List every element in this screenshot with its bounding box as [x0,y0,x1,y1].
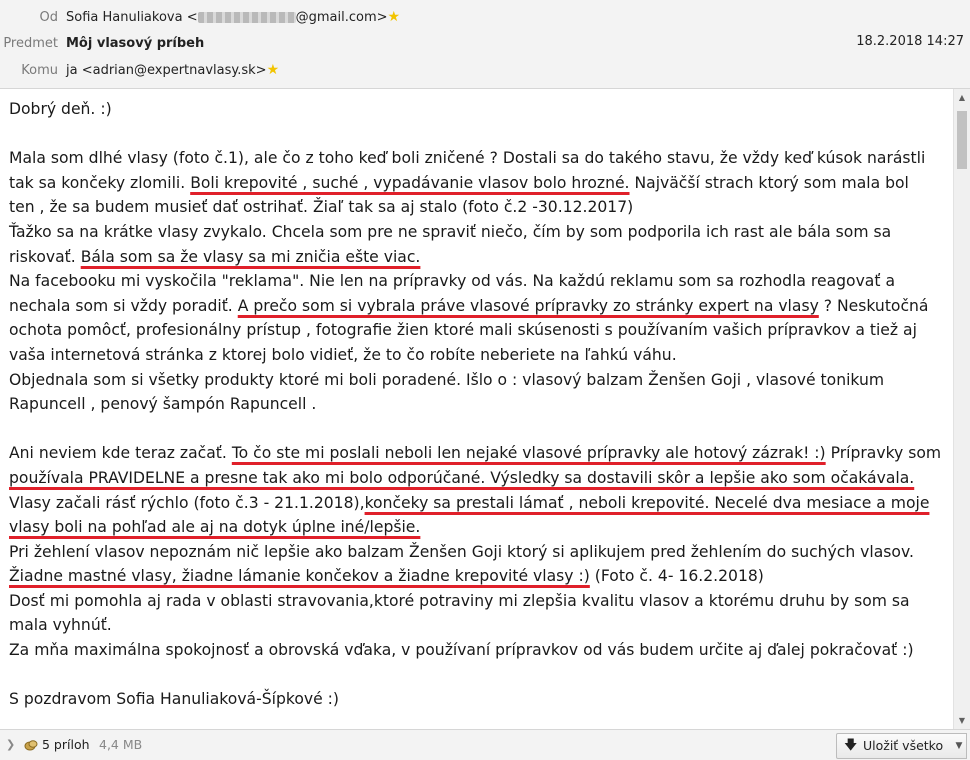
text-segment: nechala som si vždy poradiť. [9,296,238,315]
text-segment: Ani neviem kde teraz začať. [9,444,232,463]
text-line [9,294,949,319]
text-line: ochota pomôcť, profesionálny prístup , fotografie žien ktoré mali skúsenosti s používaním vašich prípravkov a tiež aj [9,321,917,340]
to-label: Komu [21,63,58,78]
text-line: mala vyhnúť. [9,616,112,635]
star-icon[interactable]: ★ [387,9,401,25]
blank-line [9,122,949,147]
from-row [0,6,400,28]
text-line [9,515,949,540]
text-line: Objednala som si všetky produkty ktoré mi boli poradené. Išlo o : vlasový balzam Ženšen Goji , vlasové tonikum [9,370,885,389]
message-body [0,89,954,729]
text-line: Rapuncell , penový šampón Rapuncell . [9,395,317,414]
attachments-size: 4,4 MB [99,737,143,752]
attachments-count[interactable]: 5 príloh [42,737,90,752]
text-line: ten , že sa budem musieť dať ostrihať. Žiaľ tak sa aj stalo (foto č.2 -30.12.2017) [9,198,634,217]
save-all-label: Uložiť všetko [863,738,944,753]
text-line [9,564,949,589]
subject-text: Môj vlasový príbeh [66,36,205,51]
vertical-scrollbar[interactable] [953,89,970,729]
text-line [9,466,949,491]
from-email-domain[interactable]: @gmail.com> [295,10,388,25]
chevron-right-icon[interactable]: ❯ [6,738,16,751]
underlined-text: A prečo som si vybrala práve vlasové prípravky zo stránky expert na vlasy [237,296,819,315]
from-label: Od [39,10,58,25]
message-date: 18.2.2018 14:27 [856,34,964,49]
text-segment: (Foto č. 4- 16.2.2018) [589,567,764,586]
text-line: vaša internetová stránka z ktorej bolo vidieť, že to čo robíte neberiete na ľahkú váhu. [9,345,677,364]
text-segment: Vlasy začali rásť rýchlo (foto č.3 - 21.1.2018), [9,493,365,512]
message-text [9,97,949,712]
to-value[interactable]: ja <adrian@expertnavlasy.sk> [66,63,267,78]
text-segment: ? Neskutočná [818,296,929,315]
star-icon[interactable]: ★ [266,62,280,78]
attachments-bar [0,729,970,760]
from-email-open: < [186,10,198,25]
download-icon: 🡇 [844,738,858,753]
text-line: Dobrý deň. :) [9,100,112,118]
scroll-up-icon[interactable]: ▲ [958,93,966,102]
text-segment: Najväčší strach ktorý som mala bol [629,173,909,192]
underlined-text: používala PRAVIDELNE a presne tak ako mi bolo odporúčané. Výsledky sa dostavili skôr a lepšie ako som očakávala. [9,468,915,487]
text-line: S pozdravom Sofia Hanuliaková-Šípkové :) [9,690,339,709]
text-line [9,171,949,196]
redacted-email [198,12,296,23]
paperclip-icon [24,739,38,751]
text-line: Pri žehlení vlasov nepoznám nič lepšie ako balzam Ženšen Goji ktorý si aplikujem pred žehlením do suchých vlasov. [9,542,914,561]
underlined-text: Žiadne mastné vlasy, žiadne lámanie končekov a žiadne krepovité vlasy :) [9,567,590,586]
to-row [0,59,279,81]
blank-line [9,663,949,688]
text-line [9,245,949,270]
underlined-text: Bála som sa že vlasy sa mi zničia ešte viac. [80,247,421,266]
text-line: Dosť mi pomohla aj rada v oblasti stravovania,ktoré potraviny mi zlepšia kvalitu vlasov a ktorému druhu by som sa [9,591,910,610]
message-header [0,0,970,89]
chevron-down-icon[interactable]: ▼ [952,733,967,759]
underlined-text: vlasy boli na pohľad ale aj na dotyk úplne iné/lepšie. [9,518,421,537]
underlined-text: končeky sa prestali lámať , neboli krepovité. Necelé dva mesiace a moje [364,493,930,512]
underlined-text: To čo ste mi poslali neboli len nejaké vlasové prípravky ale hotový zázrak! :) [231,444,826,463]
subject-label: Predmet [3,36,58,51]
text-line: Za mňa maximálna spokojnosť a obrovská vďaka, v používaní prípravkov od vás budem určite aj ďalej pokračovať :) [9,641,914,660]
text-segment: riskovať. [9,247,81,266]
text-line [9,491,949,516]
save-all-button[interactable] [836,733,954,759]
subject-row [0,33,204,55]
text-line: Ťažko sa na krátke vlasy zvykalo. Chcela som pre ne spraviť niečo, čím by som podporila ich rast ale bála som sa [9,222,892,241]
underlined-text: Boli krepovité , suché , vypadávanie vlasov bolo hrozné. [190,173,630,192]
text-line: Mala som dlhé vlasy (foto č.1), ale čo z toho keď boli zničené ? Dostali sa do takého stavu, že vždy keď kúsok narástli [9,149,926,168]
text-line [9,441,949,466]
blank-line [9,417,949,442]
scrollbar-thumb[interactable] [957,111,967,169]
text-segment: tak sa končeky zlomili. [9,173,191,192]
text-segment: Prípravky som [825,444,942,463]
from-name[interactable]: Sofia Hanuliakova [66,10,183,25]
text-line: Na facebooku mi vyskočila "reklama". Nie len na prípravky od vás. Na každú reklamu som sa rozhodla reagovať a [9,272,895,291]
scroll-down-icon[interactable]: ▼ [958,716,966,725]
